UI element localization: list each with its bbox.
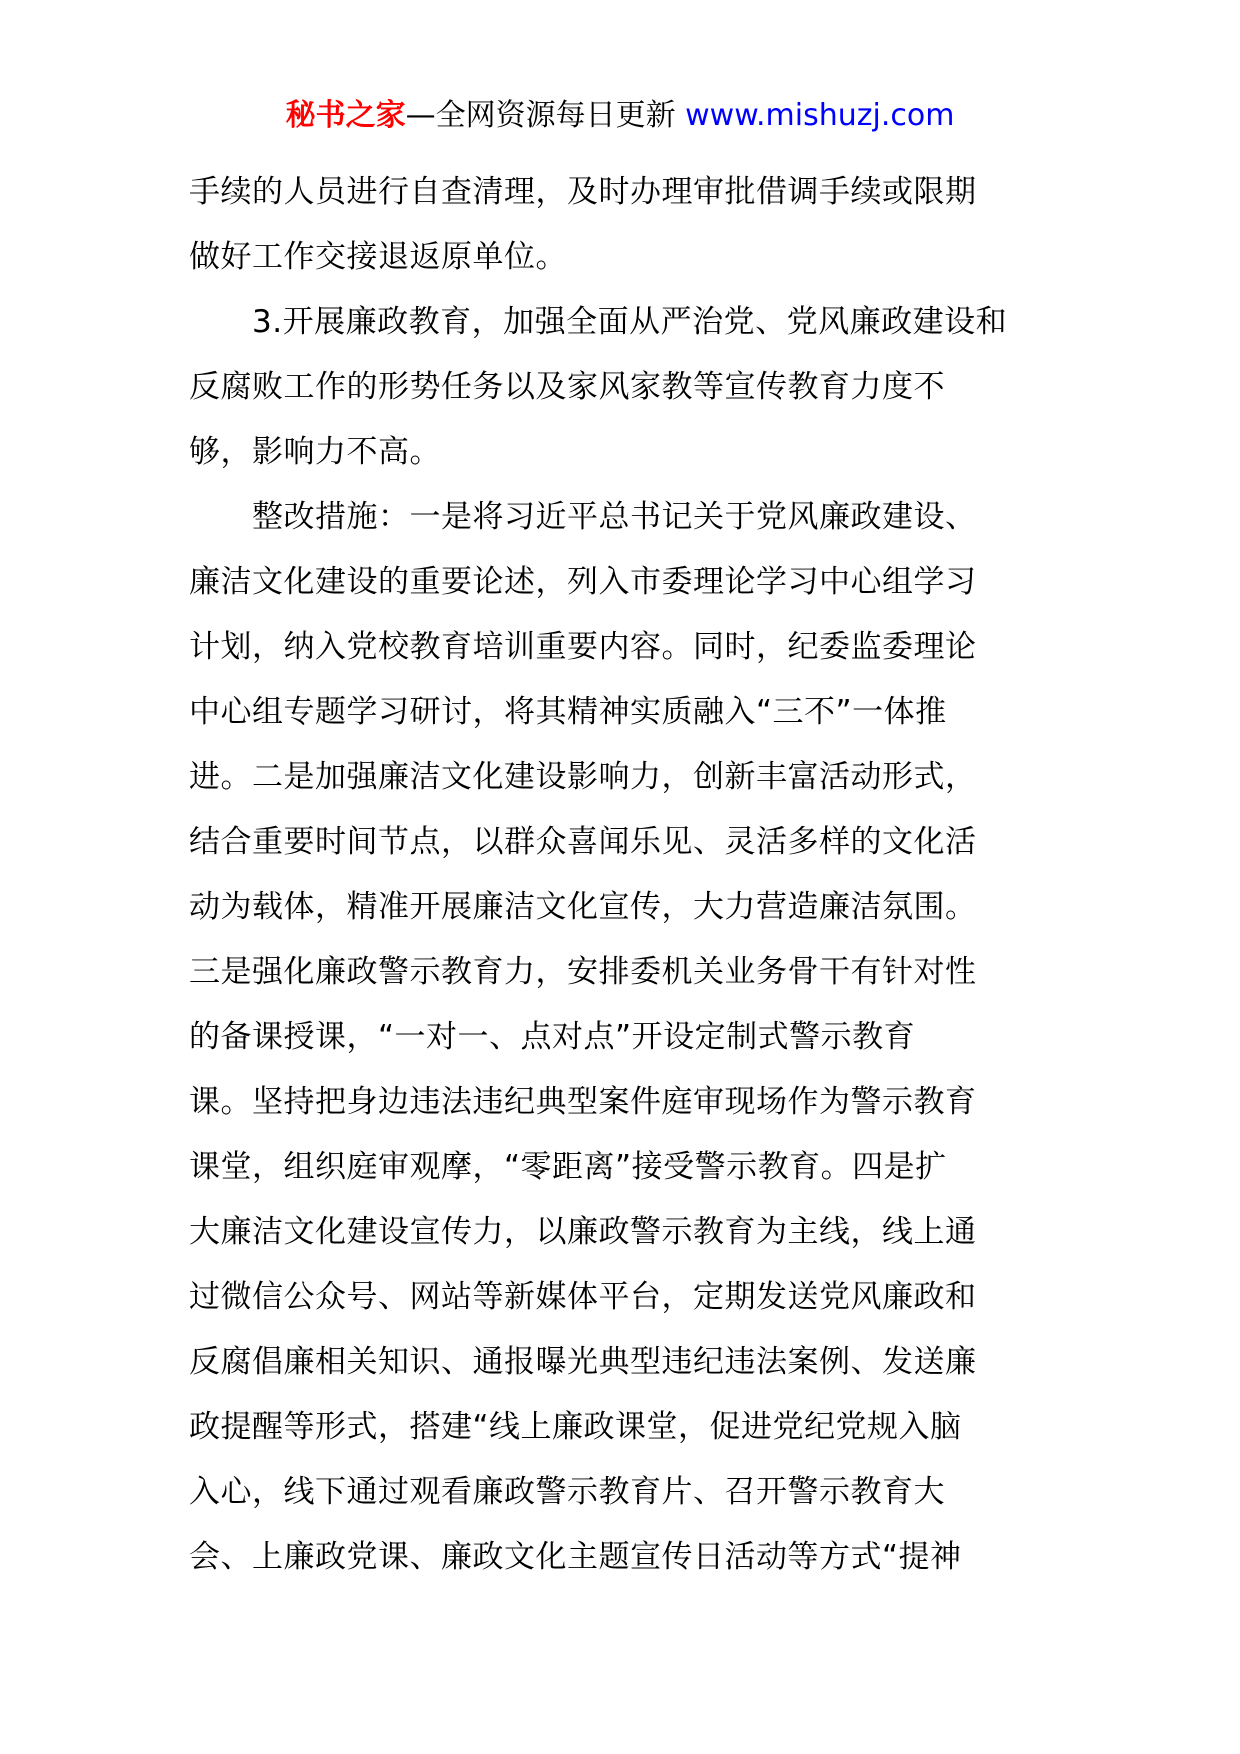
document-body bbox=[189, 160, 1059, 1590]
site-tagline: —全网资源每日更新 bbox=[405, 98, 686, 133]
page-header bbox=[0, 96, 1240, 136]
text-line: 课。坚持把身边违法违纪典型案件庭审现场作为警示教育 bbox=[189, 1084, 977, 1120]
text-line: 动为载体，精准开展廉洁文化宣传，大力营造廉洁氛围。 bbox=[189, 889, 977, 925]
text-line: 廉洁文化建设的重要论述，列入市委理论学习中心组学习 bbox=[189, 564, 977, 600]
site-url-link[interactable]: www.mishuzj.com bbox=[685, 98, 955, 133]
text-line: 反腐倡廉相关知识、通报曝光典型违纪违法案例、发送廉 bbox=[189, 1344, 977, 1380]
text-line: 整改措施：一是将习近平总书记关于党风廉政建设、 bbox=[189, 499, 977, 535]
text-line: 课堂，组织庭审观摩，“零距离”接受警示教育。四是扩 bbox=[189, 1149, 947, 1185]
text-line: 中心组专题学习研讨，将其精神实质融入“三不”一体推 bbox=[189, 694, 947, 730]
text-line: 计划，纳入党校教育培训重要内容。同时，纪委监委理论 bbox=[189, 629, 977, 665]
text-line: 三是强化廉政警示教育力，安排委机关业务骨干有针对性 bbox=[189, 954, 977, 990]
text-line: 政提醒等形式，搭建“线上廉政课堂，促进党纪党规入脑 bbox=[189, 1409, 962, 1445]
text-line: 3.开展廉政教育，加强全面从严治党、党风廉政建设和 bbox=[189, 304, 1008, 340]
text-line: 入心，线下通过观看廉政警示教育片、召开警示教育大 bbox=[189, 1474, 945, 1510]
text-line: 做好工作交接退返原单位。 bbox=[189, 239, 567, 275]
text-line: 大廉洁文化建设宣传力，以廉政警示教育为主线，线上通 bbox=[189, 1214, 977, 1250]
text-line: 进。二是加强廉洁文化建设影响力，创新丰富活动形式， bbox=[189, 759, 977, 795]
text-line: 过微信公众号、网站等新媒体平台，定期发送党风廉政和 bbox=[189, 1279, 977, 1315]
text-line: 会、上廉政党课、廉政文化主题宣传日活动等方式“提神 bbox=[189, 1539, 962, 1575]
text-line: 够，影响力不高。 bbox=[189, 434, 441, 470]
text-line: 结合重要时间节点，以群众喜闻乐见、灵活多样的文化活 bbox=[189, 824, 977, 860]
site-brand: 秘书之家 bbox=[285, 98, 406, 133]
text-line: 手续的人员进行自查清理，及时办理审批借调手续或限期 bbox=[189, 174, 977, 210]
text-line: 反腐败工作的形势任务以及家风家教等宣传教育力度不 bbox=[189, 369, 945, 405]
text-line: 的备课授课，“一对一、点对点”开设定制式警示教育 bbox=[189, 1019, 916, 1055]
